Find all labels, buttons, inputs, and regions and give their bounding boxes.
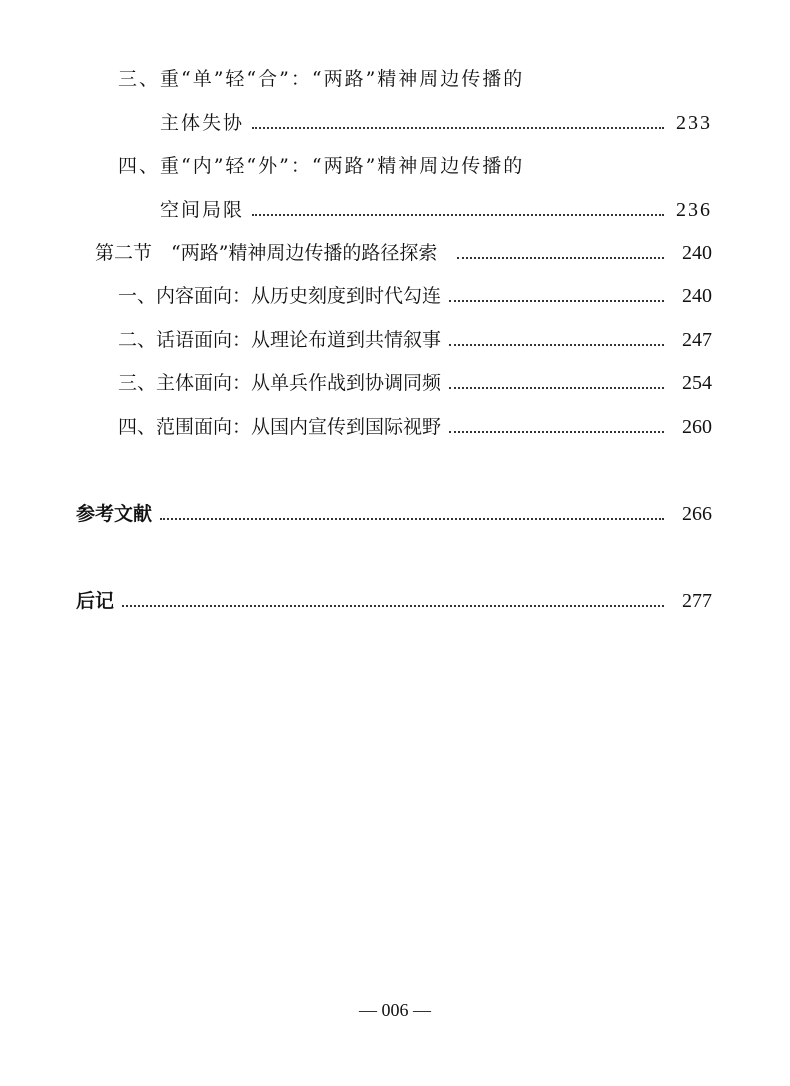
- toc-entry-label: 空间局限: [160, 199, 245, 221]
- toc-entry-label: 四、范围面向：从国内宣传到国际视野: [118, 416, 442, 438]
- dot-leader: [122, 605, 664, 607]
- dot-leader: [449, 300, 664, 302]
- toc-entry-page: 247: [682, 329, 712, 351]
- dot-leader: [252, 214, 664, 216]
- toc-entry-page: 240: [682, 242, 712, 264]
- toc-entry-label: 后记: [76, 590, 115, 612]
- toc-entry-label: 主体失协: [160, 112, 245, 134]
- toc-entry-afterword[interactable]: [76, 586, 712, 616]
- toc-entry-references[interactable]: [76, 499, 712, 529]
- toc-entry-page: 254: [682, 372, 712, 394]
- toc-entry-label: 三、重“单”轻“合”：“两路”精神周边传播的: [118, 68, 525, 90]
- toc-entry-section-3-line1: [118, 64, 588, 94]
- toc-entry-direction-subject[interactable]: [118, 368, 712, 398]
- dot-leader: [252, 127, 664, 129]
- dot-leader: [160, 518, 664, 520]
- toc-entry-chapter-section-2[interactable]: [95, 238, 712, 268]
- toc-entry-direction-content[interactable]: [118, 281, 712, 311]
- toc-entry-page: 266: [682, 503, 712, 525]
- toc-entry-page: 236: [676, 199, 712, 221]
- toc-entry-label: 二、话语面向：从理论布道到共情叙事: [118, 329, 442, 351]
- toc-entry-page: 233: [676, 112, 712, 134]
- toc-entry-label: 一、内容面向：从历史刻度到时代勾连: [118, 285, 442, 307]
- toc-entry-direction-discourse[interactable]: [118, 325, 712, 355]
- toc-entry-direction-scope[interactable]: [118, 412, 712, 442]
- page-number: — 006 —: [359, 1000, 431, 1020]
- toc-entry-label: 第二节 “两路”精神周边传播的路径探索: [95, 242, 438, 264]
- toc-entry-label: 参考文献: [76, 503, 153, 525]
- toc-entry-label: 四、重“内”轻“外”：“两路”精神周边传播的: [118, 155, 525, 177]
- toc-entry-section-4-line2[interactable]: [160, 195, 712, 225]
- dot-leader: [449, 344, 664, 346]
- toc-entry-label: 三、主体面向：从单兵作战到协调同频: [118, 372, 442, 394]
- toc-entry-page: 277: [682, 590, 712, 612]
- toc-entry-page: 240: [682, 285, 712, 307]
- toc-entry-section-4-line1: [118, 151, 588, 181]
- dot-leader: [449, 387, 664, 389]
- dot-leader: [457, 257, 664, 259]
- dot-leader: [449, 431, 664, 433]
- toc-entry-section-3-line2[interactable]: [160, 108, 712, 138]
- toc-entry-page: 260: [682, 416, 712, 438]
